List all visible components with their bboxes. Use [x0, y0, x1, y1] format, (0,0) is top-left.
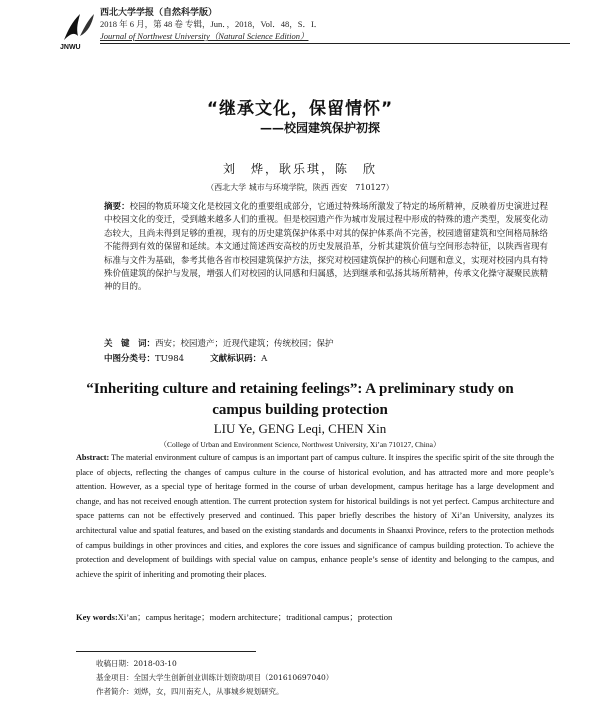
journal-name-en: Journal of Northwest University（Natural Science Edition） [100, 31, 309, 41]
footnote-funding: 基金项目：全国大学生创新创业训练计划资助项目（201610697040） [96, 673, 334, 682]
affiliation-en: （College of Urban and Environment Science, Northwest University, Xi’an 710127, China） [159, 440, 441, 449]
doc-code-value: A [261, 354, 268, 364]
abstract-en [76, 451, 554, 582]
abstract-en-text: The material environment culture of campus is an important part of campus culture. It inspires the specific spirit of the site through the place of objects, reflecting the changes of campus culture in the course of historical evolution, and has attracted more and more people’s attention. However, as a special type of heritage formed in the course of urban development, campus heritage has a large development and change, and has not received enough attention. The current protection system for historical buildings is not yet perfect. Campus architecture and space patterns can not be effectively preserved and continued. This paper briefly describes the history of Xi’an University, analyzes its architectural value and spatial features, and based on the existing standards and documents in Shaanxi Province, refers to the protection methods of campus buildings in other provinces and cities, and explores the core issues and significance of campus building protection. To achieve the protection and development of buildings with special value on campus, enhance people’s sense of identity and belonging to the campus, and achieve the spirit of inheriting and promoting their places. [76, 453, 554, 579]
keywords-en-text: Xi’an；campus heritage；modern architecture；traditional campus；protection [117, 612, 393, 622]
clc-label: 中图分类号： [104, 354, 156, 364]
journal-name-zh: 西北大学学报（自然科学版） [100, 7, 218, 17]
abstract-en-label: Abstract: [76, 453, 110, 462]
keywords-zh [104, 337, 548, 349]
abstract-zh-text: 校园的物质环境文化是校园文化的重要组成部分，它通过特殊场所激发了特定的场所精神，反映着历史演进过程中校园文化的变迁，受到越来越多人们的重视。但是校园遗产作为城市发展过程中形成的特殊的遗产类型，发展变化动态较大，且尚未得到足够的重视，现有的历史建筑保护体系中对其的保护体系尚不完善，校园遗留建筑和空间格局脉络不能得到有效的保留和延续。本文通过简述西安高校的历史发展沿革，分析其建筑价值与空间形态特征，以陕西省现有标准与文件为基础，参考其他各省市校园建筑保护方法，探究对校园建筑保护的核心问题和意义，实现对校园内具有特殊价值建筑的保护与发展，增强人们对校园的认同感和归属感，达到继承和弘扬其场所精神，传承文化操守凝聚民族精神的目的。 [104, 202, 548, 293]
footnote-received: 收稿日期：2018-03-10 [96, 659, 177, 668]
subtitle-zh: ——校园建筑保护初探 [259, 121, 380, 135]
keywords-en-label: Key words: [76, 612, 118, 622]
keywords-en [76, 611, 554, 623]
doc-code-label: 文献标识码： [210, 354, 262, 364]
keywords-zh-text: 西安；校园遗产；近现代建筑；传统校园；保护 [155, 339, 334, 349]
authors-zh: 刘 烨，耿乐琪，陈 欣 [222, 162, 377, 176]
footnote-rule [76, 651, 256, 652]
classification-zh [104, 352, 548, 364]
keywords-zh-label: 关 键 词： [104, 339, 156, 349]
affiliation-zh: （西北大学 城市与环境学院，陕西 西安 710127） [206, 183, 394, 192]
journal-issue: 2018 年 6 月，第 48 卷 专辑，Jun．，2018，Vol．48，S．I． [100, 19, 323, 29]
title-en: “Inheriting culture and retaining feelings”: A preliminary study on campus building protection [86, 381, 514, 418]
abstract-zh-label: 摘要： [104, 202, 130, 212]
footnote-author-bio: 作者简介：刘烨，女，四川南充人，从事城乡规划研究。 [96, 687, 284, 696]
journal-logo-text: JNWU [60, 44, 81, 51]
title-zh: “继承文化，保留情怀” [206, 99, 394, 119]
clc-value: TU984 [155, 354, 185, 364]
authors-en: LIU Ye, GENG Leqi, CHEN Xin [213, 421, 387, 436]
header-rule [100, 43, 570, 44]
journal-logo [58, 6, 100, 46]
abstract-zh [104, 201, 548, 295]
